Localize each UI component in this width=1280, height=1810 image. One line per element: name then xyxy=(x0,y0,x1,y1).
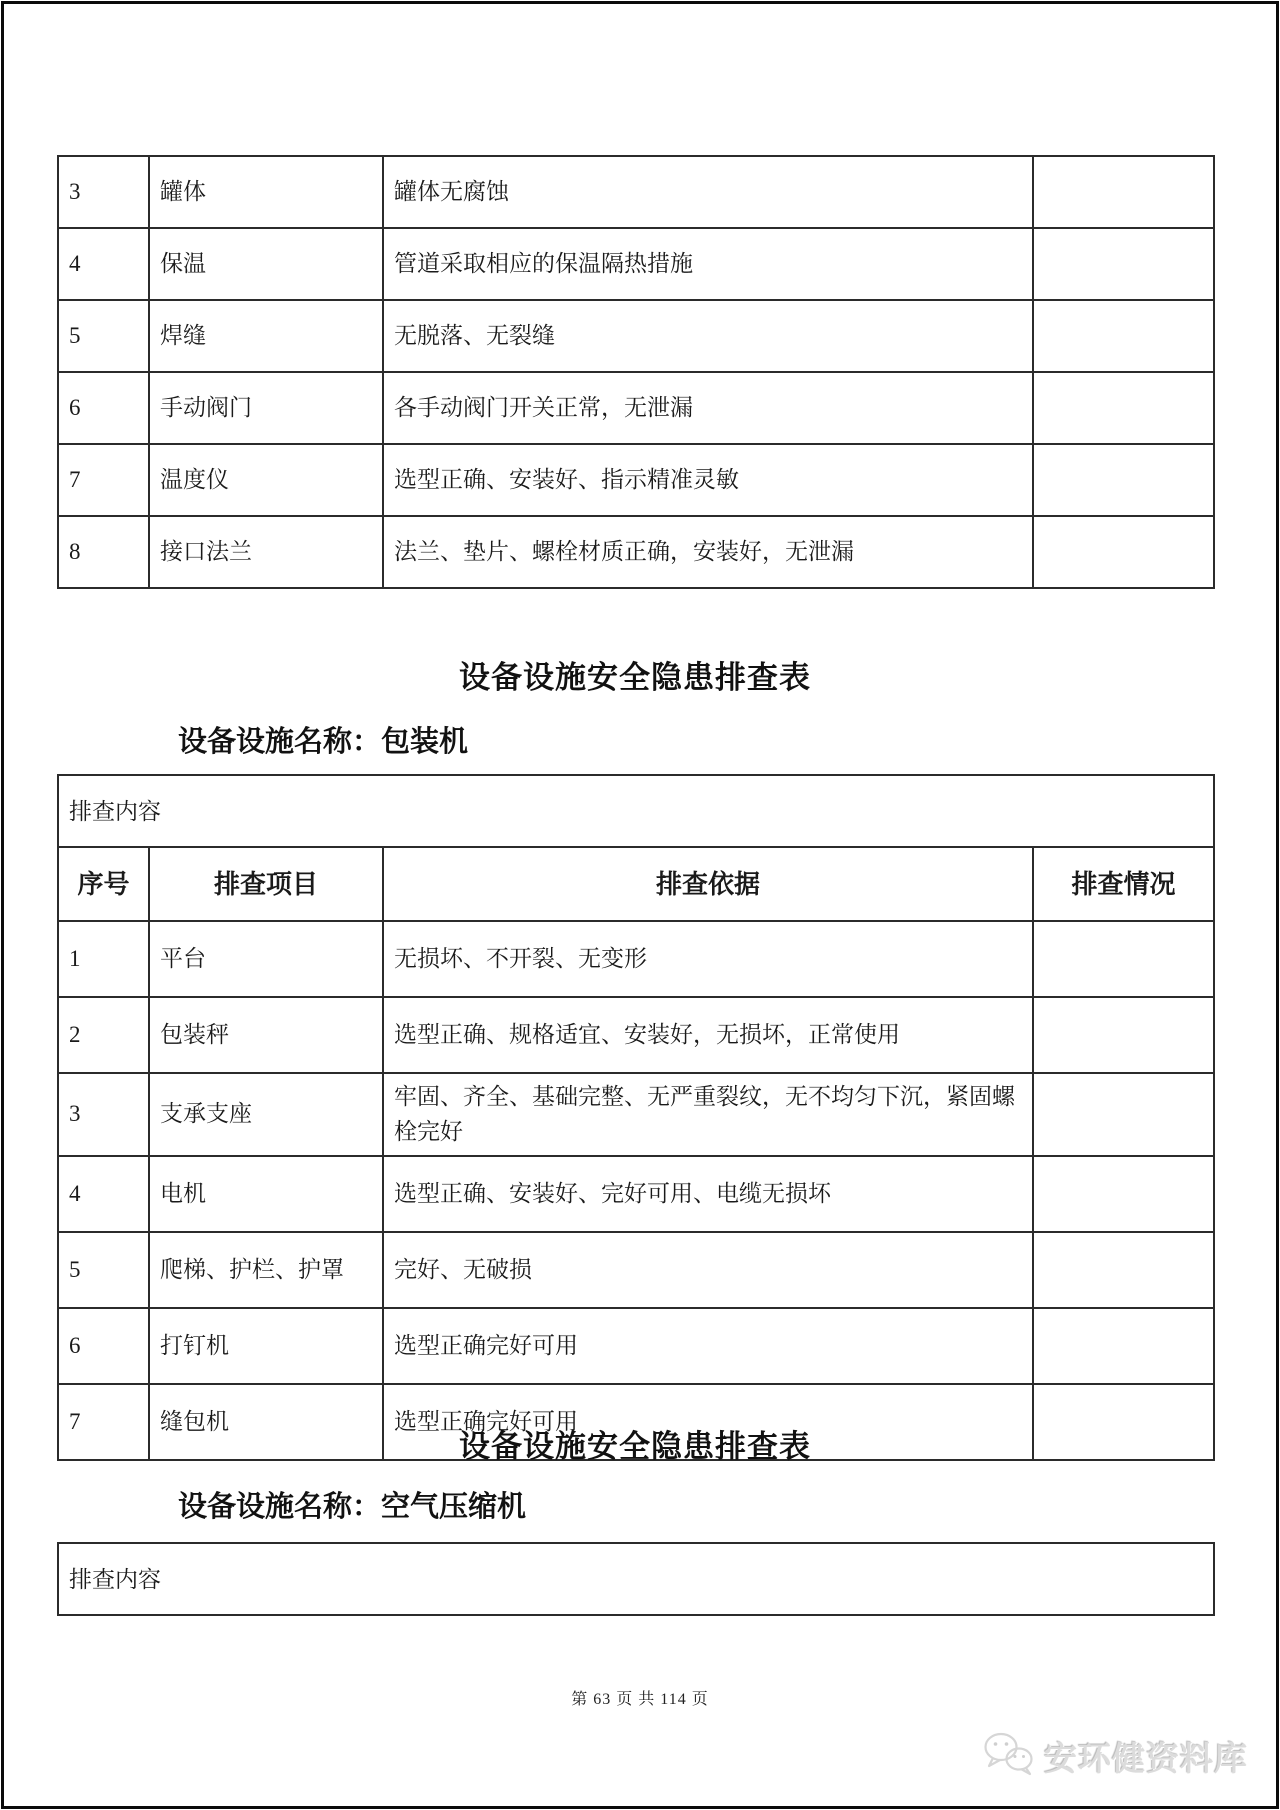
col-header-basis: 排查依据 xyxy=(383,847,1033,921)
inspection-basis: 无脱落、无裂缝 xyxy=(383,300,1033,372)
inspection-item: 平台 xyxy=(149,921,383,997)
inspection-item: 包装秤 xyxy=(149,997,383,1073)
row-number: 7 xyxy=(58,444,149,516)
status-cell xyxy=(1033,444,1214,516)
inspection-basis: 牢固、齐全、基础完整、无严重裂纹，无不均匀下沉，紧固螺栓完好 xyxy=(383,1073,1033,1156)
watermark xyxy=(980,1731,1248,1782)
inspection-item: 接口法兰 xyxy=(149,516,383,588)
page-number: 第 63 页 共 114 页 xyxy=(571,1691,709,1708)
inspection-basis: 管道采取相应的保温隔热措施 xyxy=(383,228,1033,300)
inspection-table-continued xyxy=(57,155,1215,589)
row-number: 4 xyxy=(58,228,149,300)
inspection-item: 缝包机 xyxy=(149,1384,383,1460)
inspection-item: 打钉机 xyxy=(149,1308,383,1384)
inspection-basis: 法兰、垫片、螺栓材质正确，安装好，无泄漏 xyxy=(383,516,1033,588)
inspection-basis: 选型正确、规格适宜、安装好，无损坏，正常使用 xyxy=(383,997,1033,1073)
row-number: 3 xyxy=(58,156,149,228)
status-cell xyxy=(1033,228,1214,300)
table-row xyxy=(58,300,1214,372)
row-number: 1 xyxy=(58,921,149,997)
table-row xyxy=(58,1073,1214,1156)
col-header-number: 序号 xyxy=(58,847,149,921)
inspection-basis: 各手动阀门开关正常，无泄漏 xyxy=(383,372,1033,444)
table-row xyxy=(58,1308,1214,1384)
row-number: 5 xyxy=(58,1232,149,1308)
table-row xyxy=(58,1156,1214,1232)
status-cell xyxy=(1033,1308,1214,1384)
inspection-item: 爬梯、护栏、护罩 xyxy=(149,1232,383,1308)
table-row xyxy=(58,444,1214,516)
inspection-basis: 罐体无腐蚀 xyxy=(383,156,1033,228)
table-row xyxy=(58,997,1214,1073)
inspection-item: 手动阀门 xyxy=(149,372,383,444)
table-row xyxy=(58,1232,1214,1308)
inspection-item: 焊缝 xyxy=(149,300,383,372)
inspection-basis: 完好、无破损 xyxy=(383,1232,1033,1308)
row-number: 7 xyxy=(58,1384,149,1460)
row-number: 3 xyxy=(58,1073,149,1156)
status-cell xyxy=(1033,300,1214,372)
table-section-header: 排查内容 xyxy=(58,775,1214,847)
equipment-name-label: 设备设施名称：空气压缩机 xyxy=(178,1491,527,1523)
status-cell xyxy=(1033,516,1214,588)
status-cell xyxy=(1033,997,1214,1073)
wechat-logo-icon xyxy=(980,1731,1036,1782)
status-cell xyxy=(1033,156,1214,228)
page-title: 设备设施安全隐患排查表 xyxy=(459,660,811,695)
inspection-basis: 选型正确、安装好、指示精准灵敏 xyxy=(383,444,1033,516)
inspection-item: 保温 xyxy=(149,228,383,300)
row-number: 8 xyxy=(58,516,149,588)
inspection-item: 罐体 xyxy=(149,156,383,228)
page-title: 设备设施安全隐患排查表 xyxy=(459,1429,811,1464)
inspection-basis: 选型正确、安装好、完好可用、电缆无损坏 xyxy=(383,1156,1033,1232)
row-number: 4 xyxy=(58,1156,149,1232)
table-row xyxy=(58,372,1214,444)
table-row xyxy=(58,516,1214,588)
table-section-header: 排查内容 xyxy=(58,1543,1214,1615)
row-number: 6 xyxy=(58,372,149,444)
inspection-table-packing-machine xyxy=(57,774,1215,1461)
table-row xyxy=(58,156,1214,228)
status-cell xyxy=(1033,1232,1214,1308)
inspection-item: 支承支座 xyxy=(149,1073,383,1156)
inspection-item: 电机 xyxy=(149,1156,383,1232)
watermark-text: 安环健资料库 xyxy=(1044,1740,1248,1777)
status-cell xyxy=(1033,372,1214,444)
row-number: 6 xyxy=(58,1308,149,1384)
table-row xyxy=(58,228,1214,300)
status-cell xyxy=(1033,921,1214,997)
row-number: 2 xyxy=(58,997,149,1073)
equipment-name-label: 设备设施名称：包装机 xyxy=(178,726,469,758)
inspection-basis: 选型正确完好可用 xyxy=(383,1308,1033,1384)
table-row xyxy=(58,921,1214,997)
inspection-basis: 选型正确完好可用 xyxy=(383,1384,1033,1460)
inspection-basis: 无损坏、不开裂、无变形 xyxy=(383,921,1033,997)
inspection-item: 温度仪 xyxy=(149,444,383,516)
table-span-header-row xyxy=(58,1543,1214,1615)
col-header-status: 排查情况 xyxy=(1033,847,1214,921)
table-column-header-row xyxy=(58,847,1214,921)
row-number: 5 xyxy=(58,300,149,372)
col-header-item: 排查项目 xyxy=(149,847,383,921)
status-cell xyxy=(1033,1073,1214,1156)
status-cell xyxy=(1033,1156,1214,1232)
table-span-header-row xyxy=(58,775,1214,847)
inspection-table-air-compressor xyxy=(57,1542,1215,1616)
